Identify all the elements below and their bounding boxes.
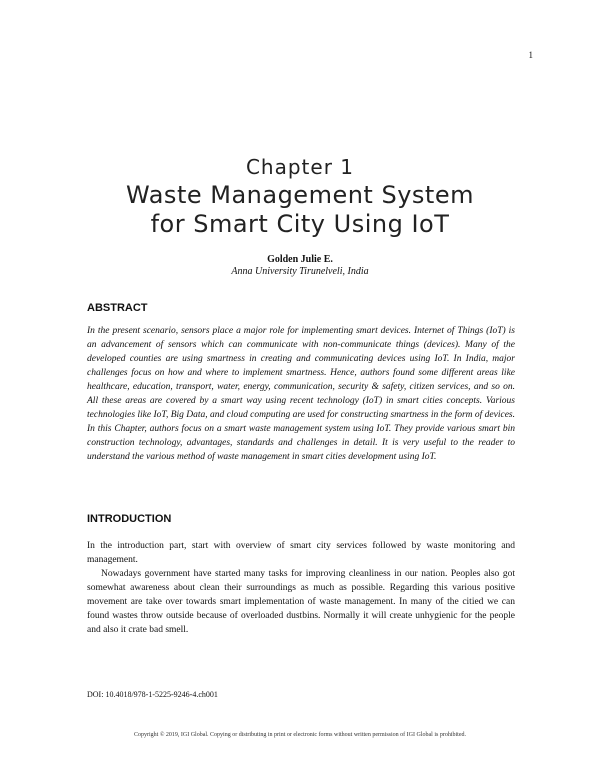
chapter-label: Chapter 1 (245, 155, 355, 179)
author-affiliation: Anna University Tirunelveli, India (231, 266, 369, 277)
author-name: Golden Julie E. (267, 254, 333, 265)
chapter-title (0, 181, 600, 240)
introduction-heading: INTRODUCTION (87, 513, 172, 525)
abstract-heading: ABSTRACT (87, 302, 148, 314)
doi-line: DOI: 10.4018/978-1-5225-9246-4.ch001 (87, 690, 218, 699)
copyright-notice: Copyright © 2019, IGI Global. Copying or distributing in print or electronic forms without written permission of IGI Global is prohibited. (133, 732, 466, 738)
title-line-2: for Smart City Using IoT (150, 210, 450, 239)
page-number: 1 (528, 50, 533, 60)
intro-paragraph-2: Nowadays government have started many tasks for improving cleanliness in our nation. Peoples also got somewhat awareness about clean their surroundings as much as possible. Regarding this various positive movement are take over towards smart implementation of waste management. In many of the citied we can found wastes throw outside because of overloaded dustbins. Normally it will create unhygienic for the people and also it crate bad smell. (87, 569, 515, 635)
introduction-body (87, 539, 515, 637)
abstract-text: In the present scenario, sensors place a major role for implementing smart devices. Internet of Things (IoT) is an advancement of sensors which can communicate with non-communicate things (devices). Many of the developed counties are using smartness in creating and communicating devices using IoT. In India, major challenges focus on how and where to implement smartness. Hence, authors found some different areas like healthcare, education, transport, water, energy, communication, security & safety, citizen services, and so on. All these areas are covered by a smart way using recent technology (IoT) in smart cities concepts. Various technologies like IoT, Big Data, and cloud computing are used for constructing smartness in the form of devices. In this Chapter, authors focus on a smart waste management system using IoT. They provide various smart bin construction technology, advantages, standards and challenges in detail. It is very useful to the reader to understand the various method of waste management in smart cities development using IoT. (87, 326, 515, 462)
title-line-1: Waste Management System (126, 181, 474, 209)
intro-paragraph-1: In the introduction part, start with overview of smart city services followed by waste monitoring and management. (87, 541, 515, 565)
